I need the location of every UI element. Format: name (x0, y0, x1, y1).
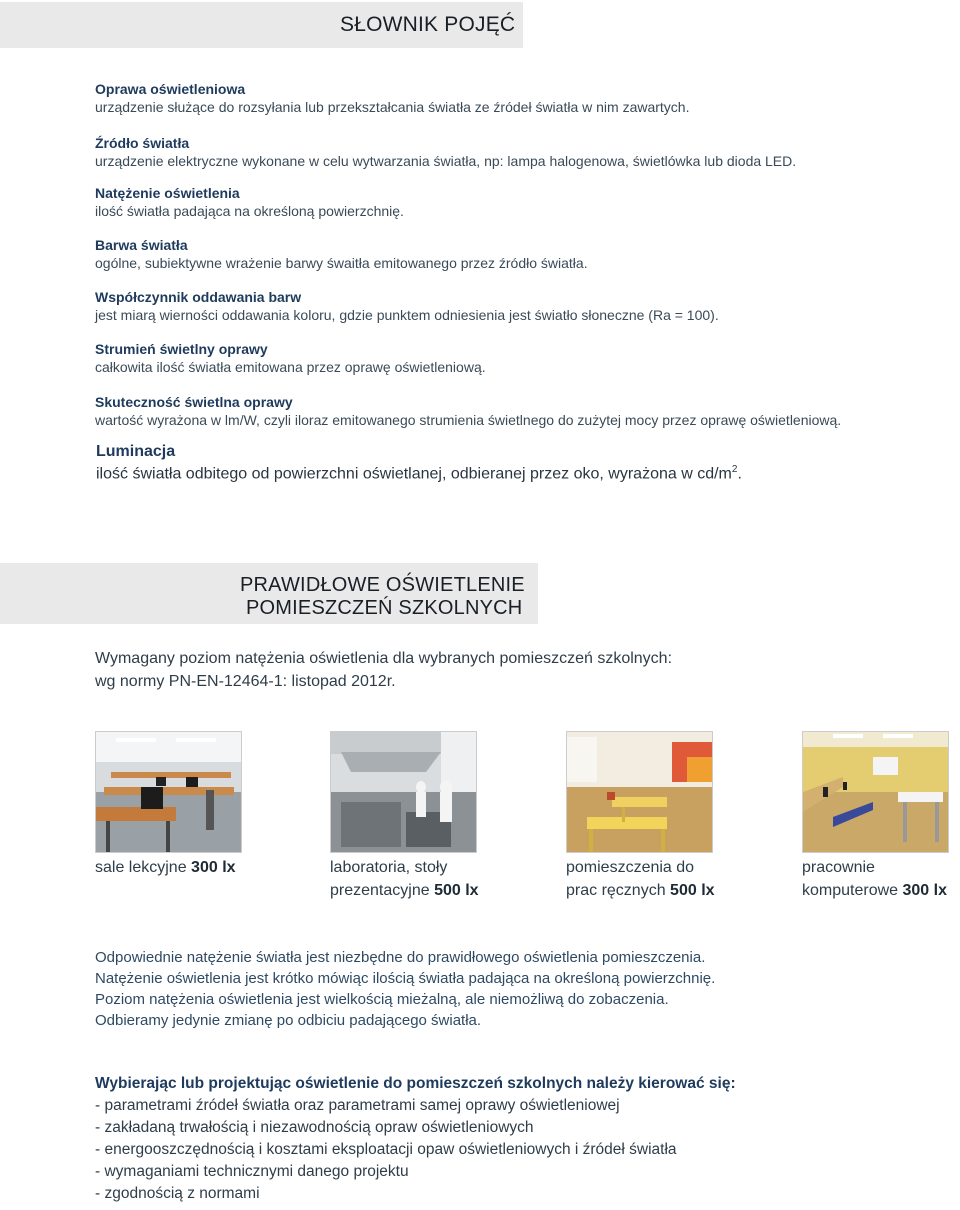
classroom-photo (95, 731, 242, 853)
glossary-definition: urządzenie służące do rozsyłania lub przekształcania światła ze źródeł światła w nim zawartych. (95, 99, 690, 115)
intro-text: Wymagany poziom natężenia oświetlenia dla wybranych pomieszczeń szkolnych: wg normy PN-EN-12464-1: listopad 2012r. (95, 650, 673, 690)
criteria-item: - energooszczędnością i kosztami eksploatacji opaw oświetleniowych i źródeł światła (95, 1141, 677, 1158)
room-caption: pracownie komputerowe 300 lx (802, 859, 947, 899)
criteria-heading: Wybierając lub projektując oświetlenie do pomieszczeń szkolnych należy kierować się: (95, 1075, 736, 1092)
room-caption: pomieszczenia do prac ręcznych 500 lx (566, 859, 715, 899)
glossary-entry (95, 80, 690, 116)
glossary-definition: ilość światła padająca na określoną powierzchnię. (95, 203, 404, 219)
criteria-item: - zakładaną trwałością i niezawodnością opraw oświetleniowych (95, 1119, 534, 1136)
glossary-definition: wartość wyrażona w lm/W, czyli iloraz emitowanego strumienia świetlnego do zużytej mocy przez oprawę oświetleniową. (95, 412, 842, 428)
glossary-term: Barwa światła (95, 237, 188, 253)
laboratory-photo (330, 731, 477, 853)
criteria-item: - parametrami źródeł światła oraz parametrami samej oprawy oświetleniowej (95, 1097, 620, 1114)
glossary-definition: urządzenie elektryczne wykonane w celu wytwarzania światła, np: lampa halogenowa, świetlówka lub dioda LED. (95, 153, 797, 169)
section-title-line1: PRAWIDŁOWE OŚWIETLENIE (240, 574, 525, 596)
glossary-entry (95, 236, 588, 272)
glossary-entry (95, 134, 796, 170)
glossary-definition: całkowita ilość światła emitowana przez oprawę oświetleniową. (95, 359, 486, 375)
glossary-title: SŁOWNIK POJĘĆ (340, 13, 516, 36)
glossary-term: Źródło światła (95, 135, 190, 151)
glossary-entry (95, 340, 486, 376)
section-title-line2: POMIESZCZEŃ SZKOLNYCH (246, 597, 523, 619)
section-header-band (0, 563, 538, 624)
glossary-definition: ogólne, subiektywne wrażenie barwy śwaitła emitowanego przez źródło światła. (95, 255, 588, 271)
criteria-item: - zgodnością z normami (95, 1185, 260, 1202)
glossary-term: Oprawa oświetleniowa (95, 81, 246, 97)
room-caption: sale lekcyjne 300 lx (95, 859, 236, 876)
glossary-term: Strumień świetlny oprawy (95, 341, 268, 357)
criteria-item: - wymaganiami technicznymi danego projektu (95, 1163, 409, 1180)
glossary-entry (95, 393, 841, 429)
glossary-entry (96, 443, 742, 483)
glossary-term: Natężenie oświetlenia (95, 185, 240, 201)
glossary-term: Skuteczność świetlna oprawy (95, 394, 293, 410)
glossary-entry (95, 288, 719, 324)
glossary-entry (95, 184, 404, 220)
selection-criteria (95, 1073, 736, 1205)
glossary-definition: jest miarą wierności oddawania koloru, gdzie punktem odniesienia jest światło słoneczne (Ra = 100). (95, 307, 719, 323)
explanation-paragraph: Odpowiednie natężenie światła jest niezbędne do prawidłowego oświetlenia pomieszczenia. Natężenie oświetlenia jest krótko mówiąc ilością światła padająca na określoną powierzchnię. Poziom natężenia oświetlenia jest wielkością mieżalną, ale niemożliwą do zobaczenia. Odbieramy jedynie zmianę po odbiciu padającego światła. (95, 949, 716, 1029)
glossary-term: Luminacja (96, 443, 176, 460)
glossary-term: Współczynnik oddawania barw (95, 289, 302, 305)
glossary-header-band (0, 2, 523, 48)
room-caption: laboratoria, stoły prezentacyjne 500 lx (330, 859, 479, 899)
computer-lab-photo (802, 731, 949, 853)
glossary-definition: ilość światła odbitego od powierzchni oświetlanej, odbieranej przez oko, wyrażona w $cd/m^2$. (96, 464, 742, 483)
handwork-room-photo (566, 731, 713, 853)
